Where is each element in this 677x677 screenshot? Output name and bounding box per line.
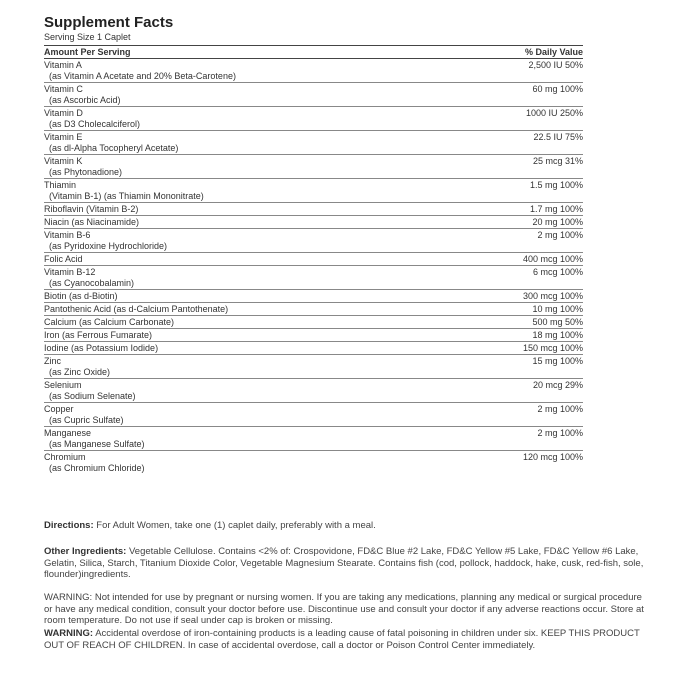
- nutrient-name: Riboflavin (Vitamin B-2): [44, 204, 139, 214]
- table-row: [44, 316, 583, 329]
- warning-iron-text: Accidental overdose of iron-containing products is a leading cause of fatal poisoning in children under six. KEEP THIS PRODUCT OUT OF REACH OF CHILDREN. In case of accidental overdose, call a doctor or Poison Control Center immediately.: [44, 628, 640, 651]
- nutrient-name: Chromium: [44, 452, 86, 462]
- nutrient-amount: 60 mg 100%: [532, 84, 583, 94]
- nutrient-name-cell: [44, 330, 532, 341]
- nutrient-name: Iron (as Ferrous Fumarate): [44, 330, 153, 340]
- nutrient-source: (as dl-Alpha Tocopheryl Acetate): [49, 143, 179, 153]
- nutrient-source: (as Cyanocobalamin): [49, 278, 135, 288]
- nutrient-source: (as Manganese Sulfate): [49, 439, 145, 449]
- nutrient-amount: 150 mcg 100%: [522, 343, 583, 353]
- nutrient-name: Vitamin B-6: [44, 230, 91, 240]
- nutrient-amount: 1.5 mg 100%: [529, 180, 583, 190]
- nutrient-amount: 10 mg 100%: [532, 304, 583, 314]
- table-row: [44, 203, 583, 216]
- table-row: [44, 427, 583, 451]
- table-row: [44, 379, 583, 403]
- header-daily-value: % Daily Value: [524, 47, 583, 57]
- nutrient-source: (as D3 Cholecalciferol): [49, 119, 141, 129]
- table-row: [44, 229, 583, 253]
- nutrient-name: Calcium (as Calcium Carbonate): [44, 317, 175, 327]
- table-row: [44, 253, 583, 266]
- table-row: [44, 303, 583, 316]
- nutrient-name: Vitamin D: [44, 108, 83, 118]
- nutrient-name-cell: [44, 230, 537, 252]
- nutrient-name-cell: [44, 204, 530, 215]
- nutrient-name-cell: [44, 108, 526, 130]
- panel-title: Supplement Facts: [44, 14, 174, 31]
- nutrient-name-cell: [44, 428, 537, 450]
- warning-iron: [44, 628, 644, 651]
- table-row: [44, 131, 583, 155]
- nutrient-amount: 15 mg 100%: [532, 356, 583, 366]
- nutrient-name-cell: [44, 452, 523, 474]
- nutrient-source: (as Cupric Sulfate): [49, 415, 124, 425]
- nutrient-amount: 6 mcg 100%: [532, 267, 583, 277]
- nutrient-amount: 1.7 mg 100%: [529, 204, 583, 214]
- supplement-facts-panel: [44, 14, 583, 474]
- nutrient-name-cell: [44, 343, 523, 354]
- warning-iron-label: WARNING:: [44, 628, 94, 639]
- table-header: [44, 46, 583, 59]
- table-row: [44, 451, 583, 474]
- nutrient-amount: 18 mg 100%: [532, 330, 583, 340]
- table-row: [44, 355, 583, 379]
- nutrient-source: (as Pyridoxine Hydrochloride): [49, 241, 168, 251]
- nutrient-name: Vitamin K: [44, 156, 83, 166]
- nutrient-source: (as Ascorbic Acid): [49, 95, 121, 105]
- table-row: [44, 266, 583, 290]
- nutrient-amount: 2 mg 100%: [537, 230, 583, 240]
- directions: [44, 520, 644, 532]
- nutrient-source: (as Vitamin A Acetate and 20% Beta-Carotene): [49, 71, 236, 81]
- header-amount: Amount Per Serving: [44, 47, 131, 57]
- nutrient-name: Vitamin C: [44, 84, 83, 94]
- nutrient-name-cell: [44, 380, 533, 402]
- nutrient-name-cell: [44, 254, 523, 265]
- nutrient-amount: 120 mcg 100%: [522, 452, 583, 462]
- nutrient-source: (as Chromium Chloride): [49, 463, 145, 473]
- nutrient-amount: 25 mcg 31%: [532, 156, 583, 166]
- nutrient-name: Zinc: [44, 356, 62, 366]
- nutrient-name-cell: [44, 267, 533, 289]
- nutrient-name-cell: [44, 356, 532, 378]
- nutrient-name-cell: [44, 217, 532, 228]
- table-row: [44, 329, 583, 342]
- nutrient-amount: 2 mg 100%: [537, 428, 583, 438]
- nutrient-name-cell: [44, 60, 528, 82]
- nutrient-amount: 2 mg 100%: [537, 404, 583, 414]
- nutrient-amount: 22.5 IU 75%: [533, 132, 583, 142]
- nutrient-source: (as Sodium Selenate): [49, 391, 136, 401]
- nutrient-name: Folic Acid: [44, 254, 83, 264]
- table-row: [44, 342, 583, 355]
- nutrient-source: (Vitamin B-1) (as Thiamin Mononitrate): [49, 191, 204, 201]
- table-row: [44, 403, 583, 427]
- nutrient-amount: 20 mg 100%: [532, 217, 583, 227]
- serving-size: Serving Size 1 Caplet: [44, 32, 583, 46]
- nutrient-amount: 300 mcg 100%: [522, 291, 583, 301]
- table-row: [44, 59, 583, 83]
- nutrient-name-cell: [44, 156, 533, 178]
- table-row: [44, 155, 583, 179]
- nutrient-name: Copper: [44, 404, 74, 414]
- nutrient-source: (as Zinc Oxide): [49, 367, 111, 377]
- nutrient-name-cell: [44, 317, 532, 328]
- nutrient-name-cell: [44, 304, 532, 315]
- nutrient-amount: 1000 IU 250%: [525, 108, 583, 118]
- nutrient-name: Vitamin E: [44, 132, 83, 142]
- nutrient-name-cell: [44, 404, 537, 426]
- nutrient-name: Vitamin A: [44, 60, 82, 70]
- nutrient-name-cell: [44, 291, 523, 302]
- directions-text: For Adult Women, take one (1) caplet daily, preferably with a meal.: [93, 520, 376, 531]
- table-row: [44, 107, 583, 131]
- nutrient-name: Manganese: [44, 428, 92, 438]
- nutrient-amount: 500 mg 50%: [532, 317, 583, 327]
- nutrient-name-cell: [44, 132, 533, 154]
- nutrient-amount: 400 mcg 100%: [522, 254, 583, 264]
- nutrient-amount: 20 mcg 29%: [532, 380, 583, 390]
- nutrient-name: Pantothenic Acid (as d-Calcium Pantothenate): [44, 304, 229, 314]
- table-row: [44, 179, 583, 203]
- other-ingredients-label: Other Ingredients:: [44, 546, 127, 557]
- table-row: [44, 290, 583, 303]
- nutrient-name: Selenium: [44, 380, 82, 390]
- nutrient-name: Vitamin B-12: [44, 267, 96, 277]
- nutrient-name: Iodine (as Potassium Iodide): [44, 343, 159, 353]
- nutrient-source: (as Phytonadione): [49, 167, 123, 177]
- nutrient-name: Biotin (as d-Biotin): [44, 291, 118, 301]
- table-row: [44, 216, 583, 229]
- nutrient-amount: 2,500 IU 50%: [528, 60, 583, 70]
- nutrient-name-cell: [44, 180, 530, 202]
- nutrient-name-cell: [44, 84, 532, 106]
- nutrient-name: Niacin (as Niacinamide): [44, 217, 140, 227]
- directions-label: Directions:: [44, 520, 94, 531]
- other-ingredients: [44, 546, 644, 581]
- warning-general: WARNING: Not intended for use by pregnant or nursing women. If you are taking any medications, planning any medical or surgical procedure or have any medical condition, consult your doctor before use. Discontinue use and consult your doctor if any adverse reactions occur. Store at room temperature. Do not use if seal under cap is broken or missing.: [44, 592, 644, 626]
- nutrient-name: Thiamin: [44, 180, 77, 190]
- nutrient-table: [44, 59, 583, 474]
- table-row: [44, 83, 583, 107]
- other-ingredients-text: Vegetable Cellulose. Contains <2% of: Crospovidone, FD&C Blue #2 Lake, FD&C Yellow #5 Lake, FD&C Yellow #6 Lake, Gelatin, Silica, Starch, Titanium Dioxide Color, Vegetable Magnesium Stearate. Contains fish (cod, pollock, haddock, hake, cusk, red-fish, sole, flounder)ingredients.: [44, 546, 644, 580]
